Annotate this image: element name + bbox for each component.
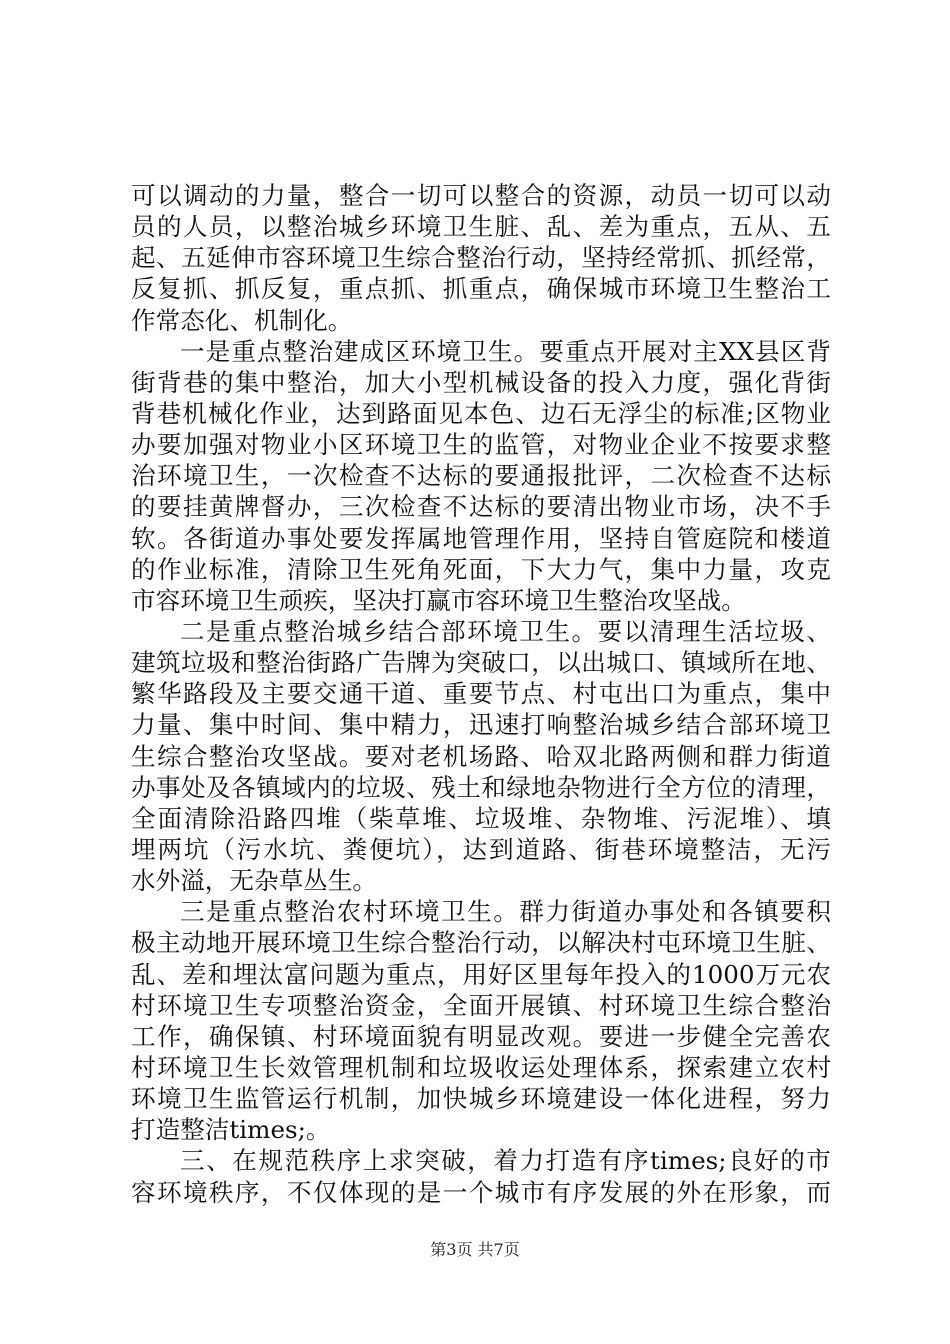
document-body — [131, 180, 831, 1208]
text-line: 村环境卫生专项整治资金，全面开展镇、村环境卫生综合整治 — [131, 990, 831, 1020]
text-line: 办要加强对物业小区环境卫生的监管，对物业企业不按要求整 — [131, 430, 831, 460]
text-line: 极主动地开展环境卫生综合整治行动，以解决村屯环境卫生脏、 — [131, 928, 831, 958]
text-line: 起、五延伸市容环境卫生综合整治行动，坚持经常抓、抓经常， — [131, 243, 831, 273]
text-line: 背巷机械化作业，达到路面见本色、边石无浮尘的标准;区物业 — [131, 398, 831, 428]
text-line: 街背巷的集中整治，加大小型机械设备的投入力度，强化背街 — [131, 367, 831, 397]
text-line: 容环境秩序，不仅体现的是一个城市有序发展的外在形象，而 — [131, 1177, 831, 1207]
text-line: 员的人员，以整治城乡环境卫生脏、乱、差为重点，五从、五 — [131, 212, 831, 242]
text-line: 工作，确保镇、村环境面貌有明显改观。要进一步健全完善农 — [131, 1021, 831, 1051]
text-line: 水外溢，无杂草丛生。 — [131, 866, 377, 896]
text-line: 一是重点整治建成区环境卫生。要重点开展对主XX县区背 — [180, 336, 831, 366]
text-line: 繁华路段及主要交通干道、重要节点、村屯出口为重点，集中 — [131, 679, 831, 709]
text-line: 可以调动的力量，整合一切可以整合的资源，动员一切可以动 — [131, 181, 831, 210]
text-line: 建筑垃圾和整治街路广告牌为突破口，以出城口、镇域所在地、 — [131, 648, 831, 678]
text-line: 办事处及各镇域内的垃圾、残土和绿地杂物进行全方位的清理， — [131, 772, 831, 802]
text-line: 的要挂黄牌督办，三次检查不达标的要清出物业市场，决不手 — [131, 492, 831, 522]
text-line: 市容环境卫生顽疾，坚决打赢市容环境卫生整治攻坚战。 — [131, 585, 746, 615]
text-line: 力量、集中时间、集中精力，迅速打响整治城乡结合部环境卫 — [131, 710, 831, 740]
text-line: 的作业标准，清除卫生死角死面，下大力气，集中力量，攻克 — [131, 554, 831, 584]
text-line: 环境卫生监管运行机制，加快城乡环境建设一体化进程，努力 — [131, 1084, 831, 1114]
text-line: 三是重点整治农村环境卫生。群力街道办事处和各镇要积 — [180, 897, 831, 927]
text-line: 打造整洁times;。 — [131, 1115, 331, 1145]
text-line: 乱、差和埋汰富问题为重点，用好区里每年投入的1000万元农 — [131, 959, 831, 989]
text-line: 治环境卫生，一次检查不达标的要通报批评，二次检查不达标 — [131, 461, 831, 491]
text-line: 反复抓、抓反复，重点抓、抓重点，确保城市环境卫生整治工 — [131, 274, 831, 304]
text-line: 作常态化、机制化。 — [131, 305, 353, 335]
text-line: 生综合整治攻坚战。要对老机场路、哈双北路两侧和群力街道 — [131, 741, 831, 771]
text-line: 埋两坑（污水坑、粪便坑），达到道路、街巷环境整洁，无污 — [131, 834, 831, 864]
text-line: 三、在规范秩序上求突破，着力打造有序times;良好的市 — [180, 1146, 831, 1176]
text-line: 村环境卫生长效管理机制和垃圾收运处理体系，探索建立农村 — [131, 1052, 831, 1082]
page-footer: 第3页 共7页 — [430, 1240, 520, 1259]
text-line: 全面清除沿路四堆（柴草堆、垃圾堆、杂物堆、污泥堆）、填 — [131, 803, 831, 833]
text-line: 二是重点整治城乡结合部环境卫生。要以清理生活垃圾、 — [180, 616, 831, 646]
text-line: 软。各街道办事处要发挥属地管理作用，坚持自管庭院和楼道 — [131, 523, 831, 553]
